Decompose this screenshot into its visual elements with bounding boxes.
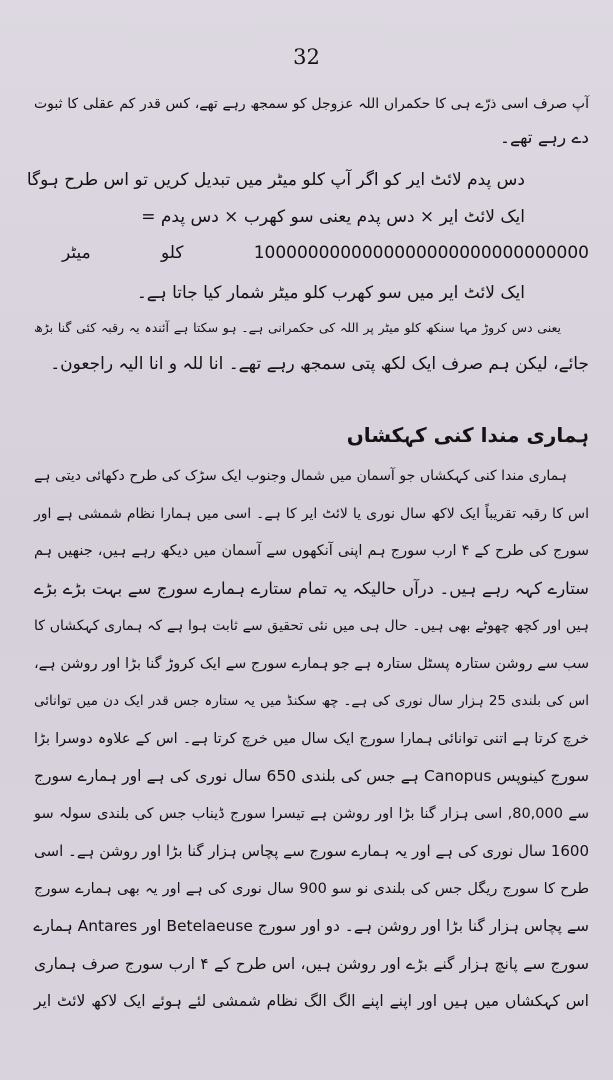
text-line: ستارے کہہ رہے ہیں۔ درآں حالیکہ یہ تمام ستارے ہمارے سورج سے بہت بڑے بڑے [34,579,589,598]
text-line: دس پدم لائٹ ایر کو اگر آپ کلو میٹر میں تبدیل کریں تو اس طرح ہوگا [26,170,525,190]
text-line: سورج کینوپس Canopus ہے جس کی بلندی 650 سال نوری کی ہے اور ہمارے سورج [34,767,589,785]
text-line: دے رہے تھے۔ [500,128,589,148]
text-line: سورج سے پانچ ہزار گنے بڑے اور روشن ہیں، اس طرح کے ۴ ارب سورج صرف ہماری [34,955,589,973]
page-number: 32 [293,45,320,69]
text-line: سب سے روشن ستارہ پسٹل ستارہ ہے جو ہمارے سورج سے ایک کروڑ گنا بڑا اور روشن ہے، [34,656,589,672]
number-line: 1000000000000000000000000000000 کلو میٹر [62,243,589,263]
text-line: یعنی دس کروڑ مہا سنکھ کلو میٹر پر اللہ کی حکمرانی ہے۔ ہو سکتا ہے آئندہ یہ رقبہ کئی گنا بڑھ [34,320,561,335]
section-heading: ہماری مندا کنی کہکشاں [346,423,589,447]
text-line: طرح کا سورج ریگل جس کی بلندی نو سو 900 سال نوری کی ہے اور یہ بھی ہمارے سورج [34,881,589,897]
text-line: اس کہکشاں میں ہیں اور اپنے اپنے الگ الگ نظام شمشی لئے ہوئے ایک لاکھ لائٹ ایر [34,992,589,1010]
text-line: خرچ کرتا ہے اتنی توانائی ہمارا سورج ایک سال میں خرچ کرتا ہے۔ اس کے علاوہ دوسرا بڑا [34,731,589,747]
text-line: سورج کی طرح کے ۴ ارب سورج ہم اپنی آنکھوں سے آسمان میں دیکھ رہے ہیں، جنھیں ہم [34,543,590,559]
text-line: اس کا رقبہ تقریباً ایک لاکھ سال نوری یا لائٹ ایر کا ہے۔ اسی میں ہمارا نظام شمشی ہے اور [34,506,589,522]
text-line: سے پچاس ہزار گنا بڑا اور روشن ہے۔ دو اور سورج Betelaeuse اور Antares ہمارے [33,917,589,935]
text-line: اس کی بلندی 25 ہزار سال نوری کی ہے۔ چھ سکنڈ میں یہ ستارہ جس قدر ایک دن میں توانائی [34,693,589,709]
text-line: ایک لائٹ ایر × دس پدم یعنی سو کھرب × دس پدم = [141,207,525,227]
text-line: آپ صرف اسی ذرّے ہی کا حکمراں اللہ عزوجل کو سمجھ رہے تھے، کس قدر کم عقلی کا ثبوت [34,96,589,112]
text-line: سے 80,000, اسی ہزار گنا بڑا اور روشن ہے تیسرا سورج ڈیناب جس کی بلندی سولہ سو [34,806,589,822]
text-line: ایک لائٹ ایر میں سو کھرب کلو میٹر شمار کیا جاتا ہے۔ [136,283,525,303]
text-line: ہیں اور کچھ چھوٹے بھی ہیں۔ حال ہی میں نئی تحقیق سے ثابت ہوا ہے کہ ہماری کہکشاں کا [34,618,589,634]
text-line: 1600 سال نوری کی ہے اور یہ ہمارے سورج سے پچاس ہزار گنا بڑا اور روشن ہے۔ اسی [34,842,589,860]
text-line: ہماری مندا کنی کہکشاں جو آسمان میں شمال وجنوب ایک سڑک کی طرح دکھائی دیتی ہے [34,468,567,484]
text-line: جائے، لیکن ہم صرف ایک لکھ پتی سمجھ رہے تھے۔ انا للہ و انا الیہ راجعون۔ [50,354,589,374]
